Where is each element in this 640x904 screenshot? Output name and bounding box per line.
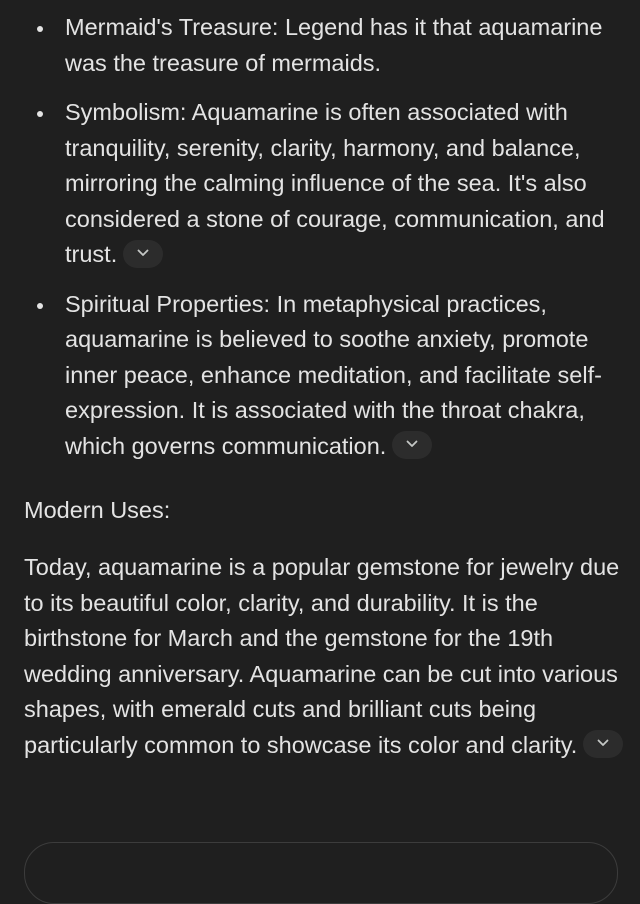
list-item bbox=[0, 287, 640, 465]
bullet-dot bbox=[37, 303, 43, 309]
list-item bbox=[0, 10, 640, 81]
list-item bbox=[0, 95, 640, 273]
chevron-down-icon bbox=[406, 440, 418, 448]
bullet-text: Mermaid's Treasure: Legend has it that aquamarine was the treasure of mermaids. bbox=[65, 14, 603, 76]
bullet-dot bbox=[37, 26, 43, 32]
chevron-down-icon bbox=[597, 739, 609, 747]
bullet-dot bbox=[37, 111, 43, 117]
bullet-list bbox=[0, 10, 640, 478]
prompt-input-bar[interactable] bbox=[24, 842, 618, 904]
source-chip-button[interactable] bbox=[392, 431, 432, 459]
bullet-text: Spiritual Properties: In metaphysical practices, aquamarine is believed to soothe anxiety, promote inner peace, enhance meditation, and facilitate self-expression. It is associated with the throat chakra, which governs communication. bbox=[65, 290, 602, 459]
section-heading: Modern Uses: bbox=[24, 497, 171, 523]
source-chip-button[interactable] bbox=[583, 730, 623, 758]
source-chip-button[interactable] bbox=[123, 240, 163, 268]
chevron-down-icon bbox=[137, 249, 149, 257]
body-paragraph bbox=[24, 550, 624, 763]
bullet-text: Symbolism: Aquamarine is often associated with tranquility, serenity, clarity, harmony, and balance, mirroring the calming influence of the sea. It's also considered a stone of courage, communication, and trust. bbox=[65, 99, 605, 267]
paragraph-text: Today, aquamarine is a popular gemstone for jewelry due to its beautiful color, clarity, and durability. It is the birthstone for March and the gemstone for the 19th wedding anniversary. Aquamarine can be cut into various shapes, with emerald cuts and brilliant cuts being particularly common to showcase its color and clarity. bbox=[24, 554, 620, 758]
